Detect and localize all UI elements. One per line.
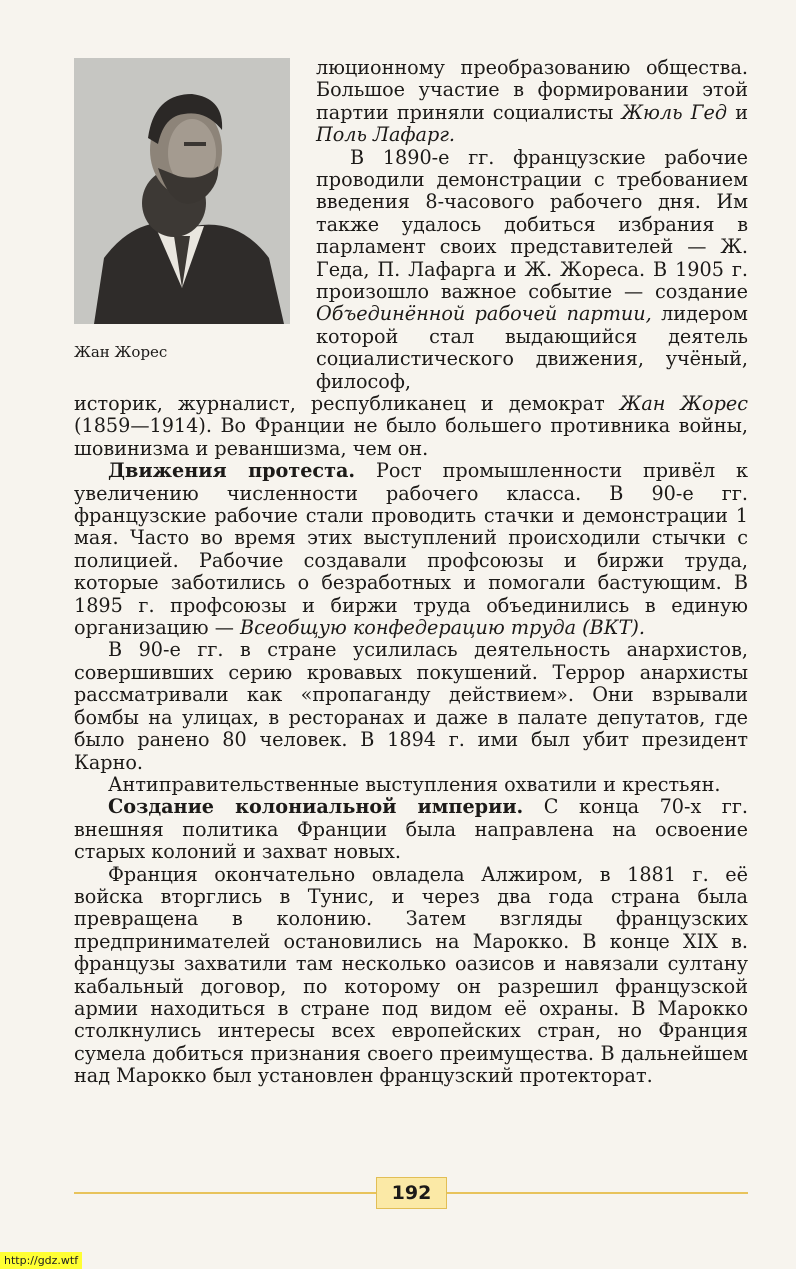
- paragraph: Создание колониальной империи. С конца 70-х гг. внешняя политика Франции была направлена на освоение старых колоний и захват новых.: [74, 795, 748, 864]
- paragraph: В 1890-е гг. французские рабочие проводили демонстрации с требованием введения 8-часового рабочего дня. Им также удалось добиться избрания в парламент своих представителей — Ж. Геда, П. Лафарга и Ж. Жореса. В 1905 г. произошло важное событие — создание Объединённой рабочей партии, лидером которой стал выдающийся деятель социалистического движения, учёный, философ,: [316, 145, 748, 393]
- paragraph: Движения протеста. Рост промышленности привёл к увеличению численности рабочего класса. В 90-е гг. французские рабочие стали проводить стачки и демонстрации 1 мая. Часто во время этих выступлений происходили стычки с полицией. Рабочие создавали профсоюзы и биржи труда, которые заботились о безработных и помогали бастующим. В 1895 г. профсоюзы и биржи труда объединились в единую организацию — Всеобщую конфедерацию труда (ВКТ).: [74, 459, 748, 640]
- footer-rule-left: [74, 1192, 376, 1194]
- portrait-icon: [74, 58, 290, 324]
- portrait-photo: [74, 58, 290, 324]
- footer-rule-right: [447, 1192, 748, 1194]
- italic-term: Объединённой рабочей партии,: [316, 302, 652, 326]
- wide-text-column: [74, 393, 748, 1088]
- section-heading: Создание колониальной империи.: [108, 795, 524, 819]
- narrow-text-column: [316, 57, 748, 393]
- section-heading: Движения протеста.: [108, 459, 356, 483]
- italic-name: Жюль Гед: [621, 100, 727, 124]
- photo-caption: Жан Жорес: [74, 343, 168, 361]
- watermark-link[interactable]: http://gdz.wtf: [0, 1252, 82, 1269]
- paragraph: историк, журналист, республиканец и демократ Жан Жорес (1859—1914). Во Франции не было большего противника войны, шовинизма и реваншизма, чем он.: [74, 392, 748, 460]
- page-number: 192: [376, 1177, 447, 1209]
- italic-term: Всеобщую конфедерацию труда (ВКТ).: [240, 616, 645, 640]
- paragraph: Антиправительственные выступления охватили и крестьян.: [108, 772, 721, 796]
- paragraph: В 90-е гг. в стране усилилась деятельность анархистов, совершивших серию кровавых покушений. Террор анархисты рассматривали как «пропаганду действием». Они взрывали бомбы на улицах, в ресторанах и даже в палате депутатов, где было ранено 80 человек. В 1894 г. ими был убит президент Карно.: [74, 638, 748, 774]
- paragraph: люционному преобразованию общества. Большое участие в формировании этой партии приняли социалисты Жюль Гед и Поль Лафарг.: [316, 56, 748, 147]
- italic-name: Поль Лафарг.: [316, 123, 456, 147]
- italic-name: Жан Жорес: [619, 392, 748, 415]
- paragraph: Франция окончательно овладела Алжиром, в 1881 г. её войска вторглись в Тунис, и через два года страна была превращена в колонию. Затем взгляды французских предпринимателей остановились на Марокко. В конце XIX в. французы захватили там несколько оазисов и навязали султану кабальный договор, по которому он разрешил французской армии находиться в стране под видом её охраны. В Марокко столкнулись интересы всех европейских стран, но Франция сумела добиться признания своего преимущества. В дальнейшем над Марокко был установлен французский протекторат.: [74, 862, 748, 1088]
